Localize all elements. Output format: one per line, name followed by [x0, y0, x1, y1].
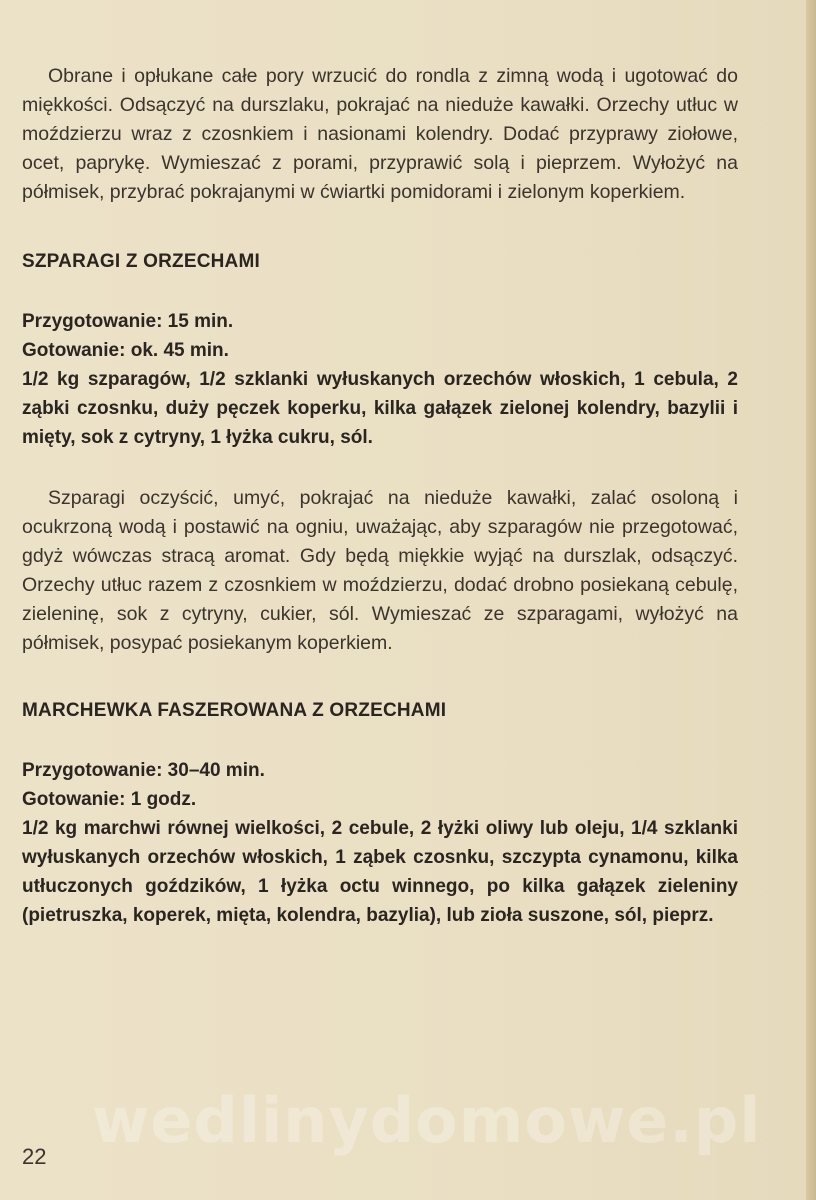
recipe-title: SZPARAGI Z ORZECHAMI [22, 251, 260, 272]
page-content [22, 62, 738, 930]
recipe-instructions: Szparagi oczyścić, umyć, pokrajać na nieduże kawałki, zalać osoloną i ocukrzoną wodą i postawić na ogniu, uważając, aby szparagów nie przegotować, gdyż wówczas stracą aromat. Gdy będą miękkie wyjąć na durszlak, odsączyć. Orzechy utłuc razem z czosnkiem w moździerzu, dodać drobno posiekaną cebulę, zieleninę, sok z cytryny, cukier, sól. Wymieszać ze szparagami, wyłożyć na półmisek, posypać posiekanym koperkiem. [22, 487, 738, 654]
ingredients-list: 1/2 kg szparagów, 1/2 szklanki wyłuskanych orzechów włoskich, 1 cebula, 2 ząbki czosnku, duży pęczek koperku, kilka gałązek zielonej kolendry, bazylii i mięty, sok z cytryny, 1 łyżka cukru, sól. [22, 369, 738, 448]
watermark: wedlinydomowe.pl [92, 1084, 762, 1157]
page-edge [806, 0, 816, 1200]
ingredients-list: 1/2 kg marchwi równej wielkości, 2 cebule, 2 łyżki oliwy lub oleju, 1/4 szklanki wyłuskanych orzechów włoskich, 1 ząbek czosnku, szczypta cynamonu, kilka utłuczonych goździków, 1 łyżka octu winnego, po kilka gałązek zieleniny (pietruszka, koperek, mięta, kolendra, bazylia), lub zioła suszone, sól, pieprz. [22, 818, 738, 926]
recipe-title: MARCHEWKA FASZEROWANA Z ORZECHAMI [22, 700, 447, 721]
intro-paragraph: Obrane i opłukane całe pory wrzucić do rondla z zimną wodą i ugotować do miękkości. Odsączyć na durszlaku, pokrajać na nieduże kawałki. Orzechy utłuc w moździerzu wraz z czosnkiem i nasionami kolendry. Dodać przyprawy ziołowe, ocet, paprykę. Wymieszać z porami, przyprawić solą i pieprzem. Wyłożyć na półmisek, przybrać pokrajanymi w ćwiartki pomidorami i zielonym koperkiem. [22, 65, 738, 203]
cooking-time: Gotowanie: 1 godz. [22, 789, 197, 810]
cooking-time: Gotowanie: ok. 45 min. [22, 340, 229, 361]
preparation-time: Przygotowanie: 15 min. [22, 311, 234, 332]
page-number: 22 [22, 1144, 47, 1169]
preparation-time: Przygotowanie: 30–40 min. [22, 760, 265, 781]
